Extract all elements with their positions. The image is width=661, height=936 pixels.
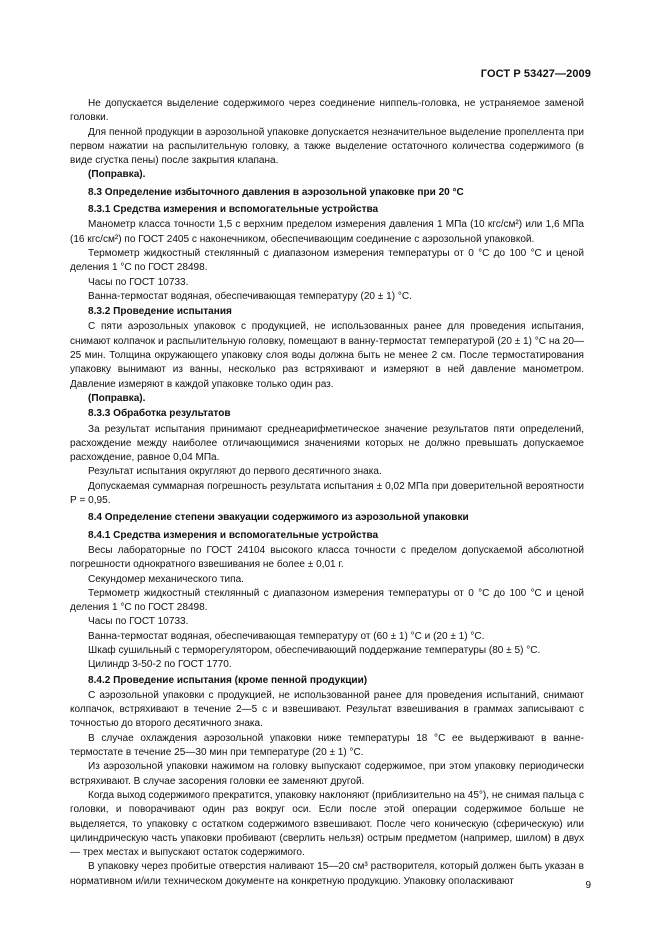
paragraph: Не допускается выделение содержимого через соединение ниппель-головка, не устраняемое заменой головки. — [70, 98, 584, 124]
paragraph: Шкаф сушильный с терморегулятором, обеспечивающий поддержание температуры (80 ± 5) °С. — [88, 644, 541, 656]
paragraph: В упаковку через пробитые отверстия наливают 15—20 см³ растворителя, который должен быть указан в нормативном и/или техническом документе на конкретную продукцию. Упаковку ополаскивают — [70, 861, 584, 887]
paragraph: Термометр жидкостный стеклянный с диапазоном измерения температуры от 0 °С до 100 °С и ценой деления 1 °С по ГОСТ 28498. — [70, 587, 584, 614]
subsection-heading-8-3-3: 8.3.3 Обработка результатов — [88, 408, 231, 420]
subsection-heading-8-3-2: 8.3.2 Проведение испытания — [88, 306, 232, 318]
amendment-note: (Поправка). — [88, 169, 146, 181]
paragraph: В случае охлаждения аэрозольной упаковки ниже температуры 18 °С ее выдерживают в ванне-термостате в течение 25—30 мин при температуре (20 ± 1) °С. — [70, 732, 584, 759]
document-code-header: ГОСТ Р 53427—2009 — [480, 68, 591, 80]
subsection-heading-8-4-2: 8.4.2 Проведение испытания (кроме пенной продукции) — [88, 674, 368, 686]
paragraph: Для пенной продукции в аэрозольной упаковке допускается незначительное выделение пропеллента при первом нажатии на распылительную головку, а также выделение остаточного количества содержимого (в виде сгустка пены) после закрытия клапана. — [70, 126, 584, 167]
paragraph: Термометр жидкостный стеклянный с диапазоном измерения температуры от 0 °С до 100 °С и ценой деления 1 °С по ГОСТ 28498. — [70, 247, 584, 274]
document-body — [70, 97, 584, 889]
amendment-note: (Поправка). — [88, 392, 146, 404]
paragraph: Ванна-термостат водяная, обеспечивающая температуру от (60 ± 1) °С и (20 ± 1) °С. — [88, 630, 485, 642]
paragraph: Ванна-термостат водяная, обеспечивающая температуру (20 ± 1) °С. — [88, 290, 412, 302]
paragraph: Часы по ГОСТ 10733. — [88, 616, 189, 628]
paragraph: Цилиндр 3-50-2 по ГОСТ 1770. — [88, 659, 232, 671]
page-number: 9 — [585, 880, 591, 891]
paragraph: С аэрозольной упаковки с продукцией, не использованной ранее для проведения испытаний, снимают колпачок, встряхивают в течение 2—5 с и взвешивают. Результат взвешивания в граммах записывают с точностью до второго десятичного знака. — [70, 689, 584, 730]
paragraph: Манометр класса точности 1,5 с верхним пределом измерения давления 1 МПа (10 кгс/см²) или 1,6 МПа (16 кгс/см²) по ГОСТ 2405 с наконечником, обеспечивающим соединение с аэрозольной упаковкой. — [70, 219, 584, 245]
subsection-heading-8-3-1: 8.3.1 Средства измерения и вспомогательные устройства — [88, 204, 379, 216]
section-heading-8-4: 8.4 Определение степени эвакуации содержимого из аэрозольной упаковки — [88, 512, 469, 524]
section-heading-8-3: 8.3 Определение избыточного давления в аэрозольной упаковке при 20 °С — [88, 186, 464, 198]
paragraph: За результат испытания принимают среднеарифметическое значение результатов пяти определений, расхождение между наиболее отличающимися значениями которых не должно превышать допускаемое расхождение, равное 0,04 МПа. — [70, 423, 584, 464]
paragraph: Результат испытания округляют до первого десятичного знака. — [88, 466, 382, 478]
paragraph: Из аэрозольной упаковки нажимом на головку выпускают содержимое, при этом упаковку периодически встряхивают. В случае засорения головки ее заменяют другой. — [70, 761, 584, 787]
paragraph: Часы по ГОСТ 10733. — [88, 276, 189, 288]
paragraph: Когда выход содержимого прекратится, упаковку наклоняют (приблизительно на 45°), не снимая пальца с головки, и поворачивают один раз вокруг оси. Если после этой операции содержимое больше не выделяется, то упаковку с остатком содержимого взвешивают. После чего коническую (сферическую) или цилиндрическую часть упаковки пробивают (сверлить нельзя) острым предметом (например, шилом) в двух — трех местах и выпускают остаток содержимого. — [70, 789, 584, 859]
subsection-heading-8-4-1: 8.4.1 Средства измерения и вспомогательные устройства — [88, 529, 379, 541]
paragraph: Весы лабораторные по ГОСТ 24104 высокого класса точности с пределом допускаемой абсолютной погрешности однократного взвешивания не более ± 0,01 г. — [70, 544, 584, 571]
paragraph: Секундомер механического типа. — [88, 573, 244, 585]
paragraph: Допускаемая суммарная погрешность результата испытания ± 0,02 МПа при доверительной вероятности Р = 0,95. — [70, 480, 584, 507]
paragraph: С пяти аэрозольных упаковок с продукцией, не использованных ранее для проведения испытания, снимают колпачок и распылительную головку, помещают в ванну-термостат температурой (20 ± 1) °С на 20—25 мин. Толщина окружающего упаковку слоя воды должна быть не менее 2 см. После термостатирования упаковку вынимают из ванны, несколько раз встряхивают и измеряют в ней давление манометром. Давление измеряют в каждой упаковке только один раз. — [70, 321, 584, 390]
